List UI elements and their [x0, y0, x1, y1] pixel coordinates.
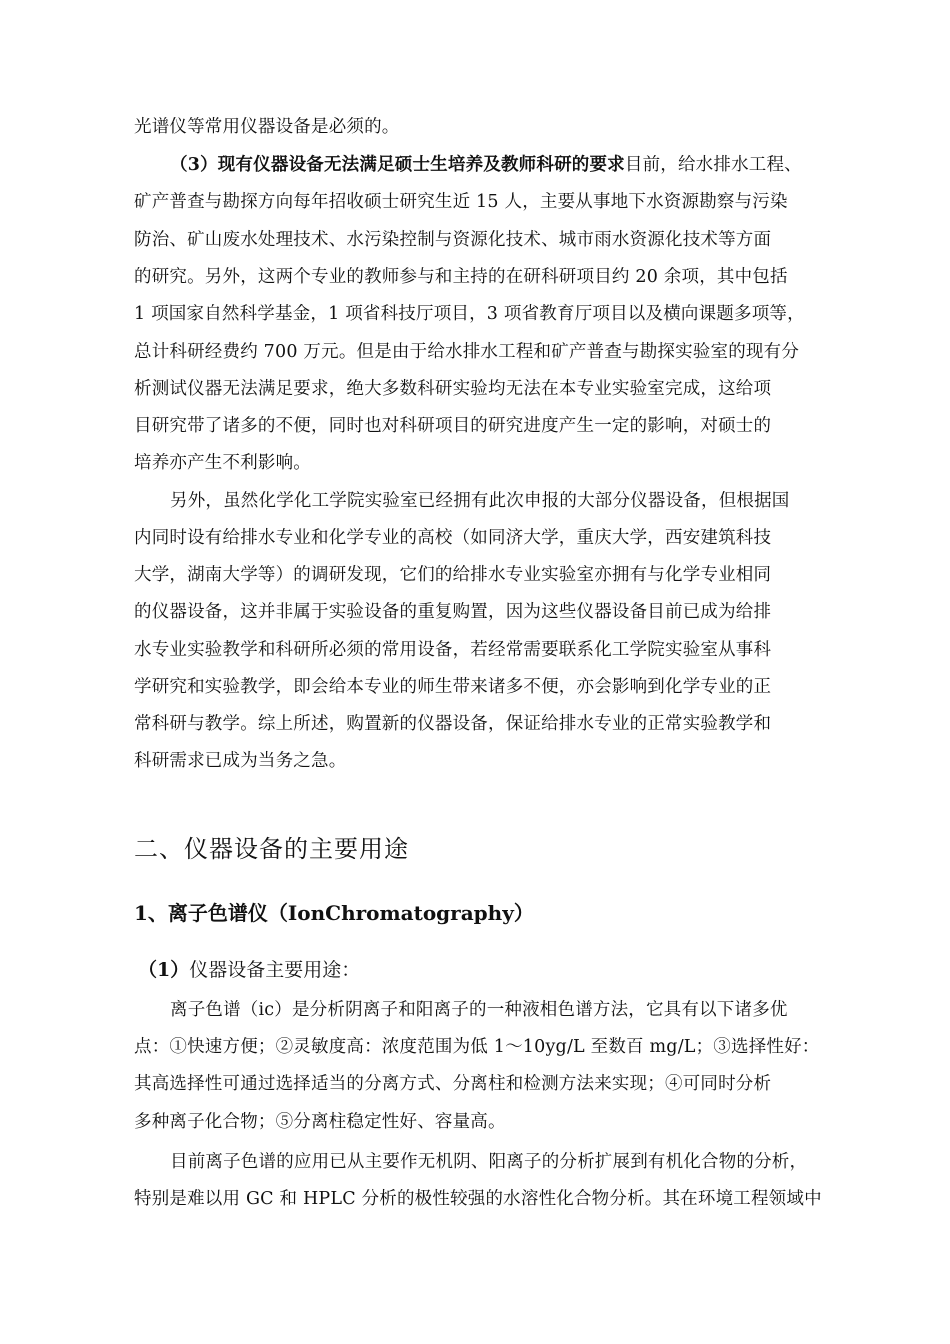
paragraph-line: 特别是难以用 GC 和 HPLC 分析的极性较强的水溶性化合物分析。其在环境工程领域中 — [134, 1189, 822, 1209]
paragraph-line: 多种离子化合物；⑤分离柱稳定性好、容量高。 — [134, 1112, 506, 1132]
paragraph-line: 培养亦产生不利影响。 — [134, 453, 311, 473]
paragraph-lead-line — [170, 153, 846, 177]
subsection-heading: 1、离子色谱仪（IonChromatography） — [134, 901, 534, 925]
paragraph-line: 学研究和实验教学，即会给本专业的师生带来诸多不便，亦会影响到化学专业的正 — [134, 677, 772, 697]
paragraph-line: 离子色谱（ic）是分析阴离子和阳离子的一种液相色谱方法，它具有以下诸多优 — [170, 1000, 788, 1020]
paragraph-line: 防治、矿山废水处理技术、水污染控制与资源化技术、城市雨水资源化技术等方面 — [134, 230, 772, 250]
bold-lead-text: （3）现有仪器设备无法满足硕士生培养及教师科研的要求 — [170, 155, 625, 175]
paragraph-line: 目研究带了诸多的不便，同时也对科研项目的研究进度产生一定的影响，对硕士的 — [134, 416, 772, 436]
item-heading-text: 仪器设备主要用途： — [189, 959, 361, 981]
paragraph-line: 大学，湖南大学等）的调研发现，它们的给排水专业实验室亦拥有与化学专业相同 — [134, 565, 772, 585]
paragraph-line: 科研需求已成为当务之急。 — [134, 751, 347, 771]
paragraph-line: 另外，虽然化学化工学院实验室已经拥有此次申报的大部分仪器设备，但根据国 — [170, 491, 790, 511]
paragraph-line: 析测试仪器无法满足要求，绝大多数科研实验均无法在本专业实验室完成，这给项 — [134, 379, 772, 399]
paragraph-line: 点：①快速方便；②灵敏度高：浓度范围为低 1〜10yg/L 至数百 mg/L；③选择性好： — [134, 1037, 820, 1057]
paragraph-line: 的研究。另外，这两个专业的教师参与和主持的在研科研项目约 20 余项，其中包括 — [134, 267, 788, 287]
paragraph-line: 光谱仪等常用仪器设备是必须的。 — [134, 117, 400, 137]
paragraph-line: 水专业实验教学和科研所必须的常用设备，若经常需要联系化工学院实验室从事科 — [134, 640, 772, 660]
section-heading: 二、仪器设备的主要用途 — [134, 835, 409, 863]
paragraph-line: 总计科研经费约 700 万元。但是由于给水排水工程和矿产普查与勘探实验室的现有分 — [134, 342, 800, 362]
paragraph-line: 常科研与教学。综上所述，购置新的仪器设备，保证给排水专业的正常实验教学和 — [134, 714, 772, 734]
paragraph-line: 其高选择性可通过选择适当的分离方式、分离柱和检测方法来实现；④可同时分析 — [134, 1074, 772, 1094]
paragraph-line: 的仪器设备，这并非属于实验设备的重复购置，因为这些仪器设备目前已成为给排 — [134, 602, 772, 622]
paragraph-line: 目前离子色谱的应用已从主要作无机阴、阳离子的分析扩展到有机化合物的分析， — [170, 1152, 808, 1172]
paragraph-line: 1 项国家自然科学基金，1 项省科技厅项目，3 项省教育厅项目以及横向课题多项等， — [134, 304, 805, 324]
paragraph-line: 矿产普查与勘探方向每年招收硕士研究生近 15 人，主要从事地下水资源勘察与污染 — [134, 192, 788, 212]
item-heading — [138, 957, 360, 983]
item-heading-number: （1） — [138, 959, 190, 981]
lead-text-rest: 目前，给水排水工程、 — [624, 155, 802, 175]
paragraph-line: 内同时设有给排水专业和化学专业的高校（如同济大学，重庆大学，西安建筑科技 — [134, 528, 772, 548]
